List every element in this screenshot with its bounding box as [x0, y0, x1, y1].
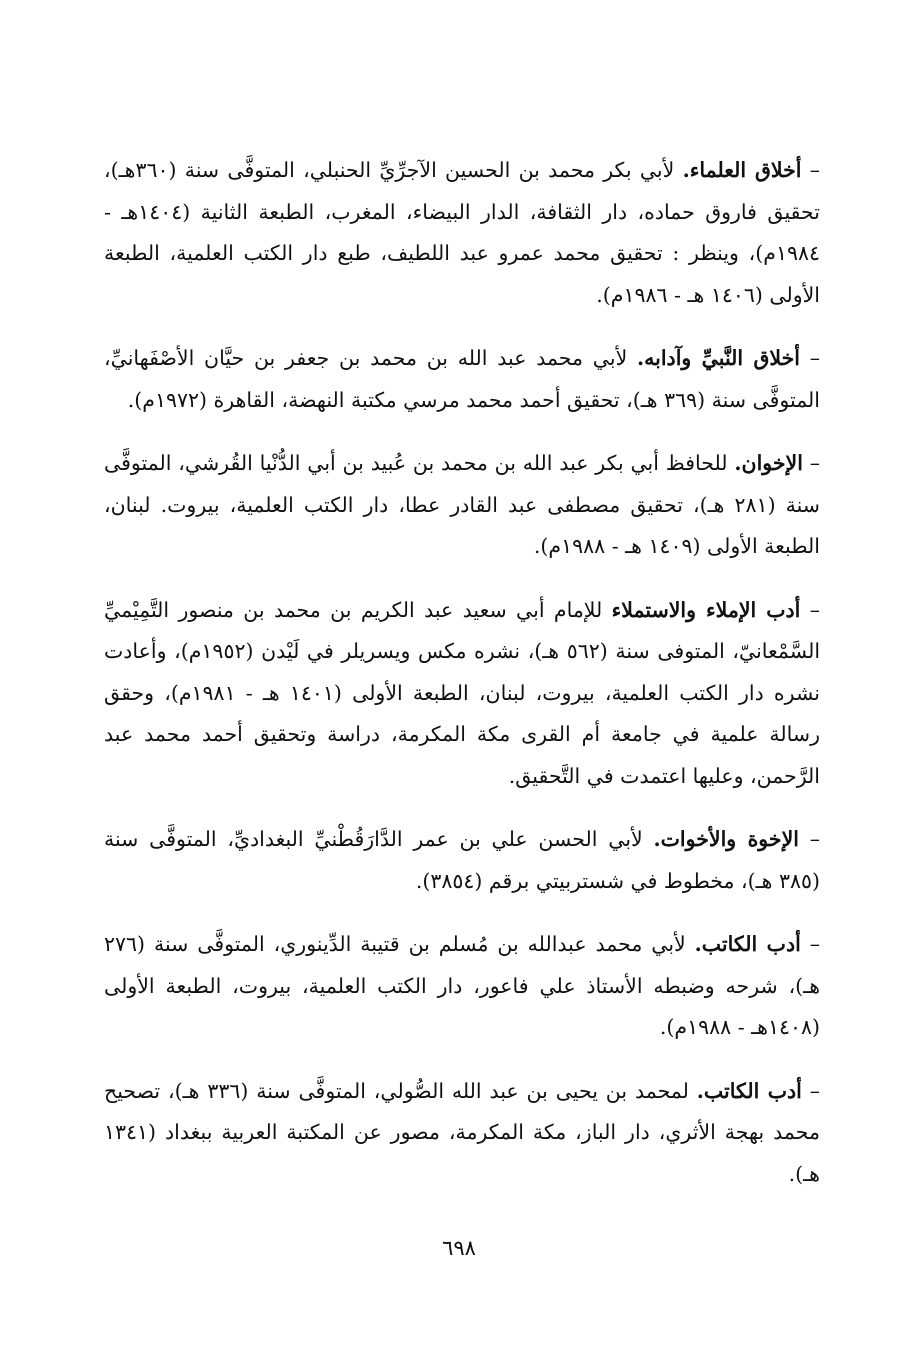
- entry-title: الإخوة والأخوات.: [653, 827, 799, 851]
- entry-text: للحافظ أبي بكر عبد الله بن محمد بن عُبيد بن أبي الدُّنْيا القُرشي، المتوفَّى سنة (٢٨١ هـ)، تحقيق مصطفى عبد القادر عطا، دار الكتب العلمية، بيروت. لبنان، الطبعة الأولى (١٤٠٩ هـ - ١٩٨٨م).: [104, 451, 820, 558]
- bibliography-entry: [104, 590, 820, 798]
- bibliography-entry: [104, 924, 820, 1049]
- bibliography-entry: [104, 443, 820, 568]
- entry-text: لأبي بكر محمد بن الحسين الآجرِّيِّ الحنبلي، المتوفَّى سنة (٣٦٠هـ)، تحقيق فاروق حماده، دار الثقافة، الدار البيضاء، المغرب، الطبعة الثانية (١٤٠٤هـ - ١٩٨٤م)، وينظر : تحقيق محمد عمرو عبد اللطيف، طبع دار الكتب العلمية، الطبعة الأولى (١٤٠٦ هـ - ١٩٨٦م).: [104, 158, 820, 307]
- bibliography-entry: [104, 819, 820, 902]
- entry-dash: –: [802, 451, 820, 475]
- entry-dash: –: [800, 597, 820, 622]
- entry-title: أدب الكاتب.: [694, 932, 801, 956]
- bibliography-entry: [104, 1071, 820, 1196]
- entry-title: أدب الإملاء والاستملاء: [611, 597, 801, 622]
- bibliography-entry: [104, 150, 820, 316]
- entry-dash: –: [801, 158, 820, 182]
- entry-title: أدب الكاتب.: [696, 1078, 802, 1103]
- entry-title: أخلاق النَّبيِّ وآدابه.: [637, 346, 800, 370]
- entry-dash: –: [800, 932, 820, 956]
- page-number: ٦٩٨: [442, 1236, 476, 1260]
- entry-dash: –: [801, 1078, 820, 1103]
- entry-dash: –: [799, 346, 820, 370]
- entry-title: الإخوان.: [734, 451, 803, 475]
- entry-title: أخلاق العلماء.: [682, 158, 802, 182]
- entry-text: للإمام أبي سعيد عبد الكريم بن محمد بن منصور التَّمِيْميِّ السَّمْعانيّ، المتوفى سنة (٥٦٢ هـ)، نشره مكس ويسريلر في لَيْدن (١٩٥٢م)، وأعادت نشره دار الكتب العلمية، بيروت، لبنان، الطبعة الأولى (١٤٠١ هـ - ١٩٨١م)، وحقق رسالة علمية في جامعة أم القرى مكة المكرمة، دراسة وتحقيق أحمد محمد عبد الرَّحمن، وعليها اعتمدت في التَّحقيق.: [104, 597, 821, 788]
- entry-text: لأبي الحسن علي بن عمر الدَّارَقُطْنيِّ البغداديِّ، المتوفَّى سنة (٣٨٥ هـ)، مخطوط في شستربيتي برقم (٣٨٥٤).: [104, 827, 820, 893]
- bibliography-list: [104, 150, 820, 1217]
- bibliography-entry: [104, 338, 820, 421]
- entry-dash: –: [798, 827, 820, 851]
- entry-text: لمحمد بن يحيى بن عبد الله الصُّولي، المتوفَّى سنة (٣٣٦ هـ)، تصحيح محمد بهجة الأثري، دار الباز، مكة المكرمة، مصور عن المكتبة العربية ببغداد (١٣٤١ هـ).: [104, 1078, 820, 1186]
- entry-text: لأبي محمد عبد الله بن محمد بن جعفر بن حيَّان الأصْفَهانيِّ، المتوفَّى سنة (٣٦٩ هـ)، تحقيق أحمد محمد مرسي مكتبة النهضة، القاهرة (١٩٧٢م).: [104, 346, 820, 412]
- entry-text: لأبي محمد عبدالله بن مُسلم بن قتيبة الدِّينوري، المتوفَّى سنة (٢٧٦ هـ)، شرحه وضبطه الأستاذ علي فاعور، دار الكتب العلمية، بيروت، الطبعة الأولى (١٤٠٨هـ - ١٩٨٨م).: [104, 932, 820, 1039]
